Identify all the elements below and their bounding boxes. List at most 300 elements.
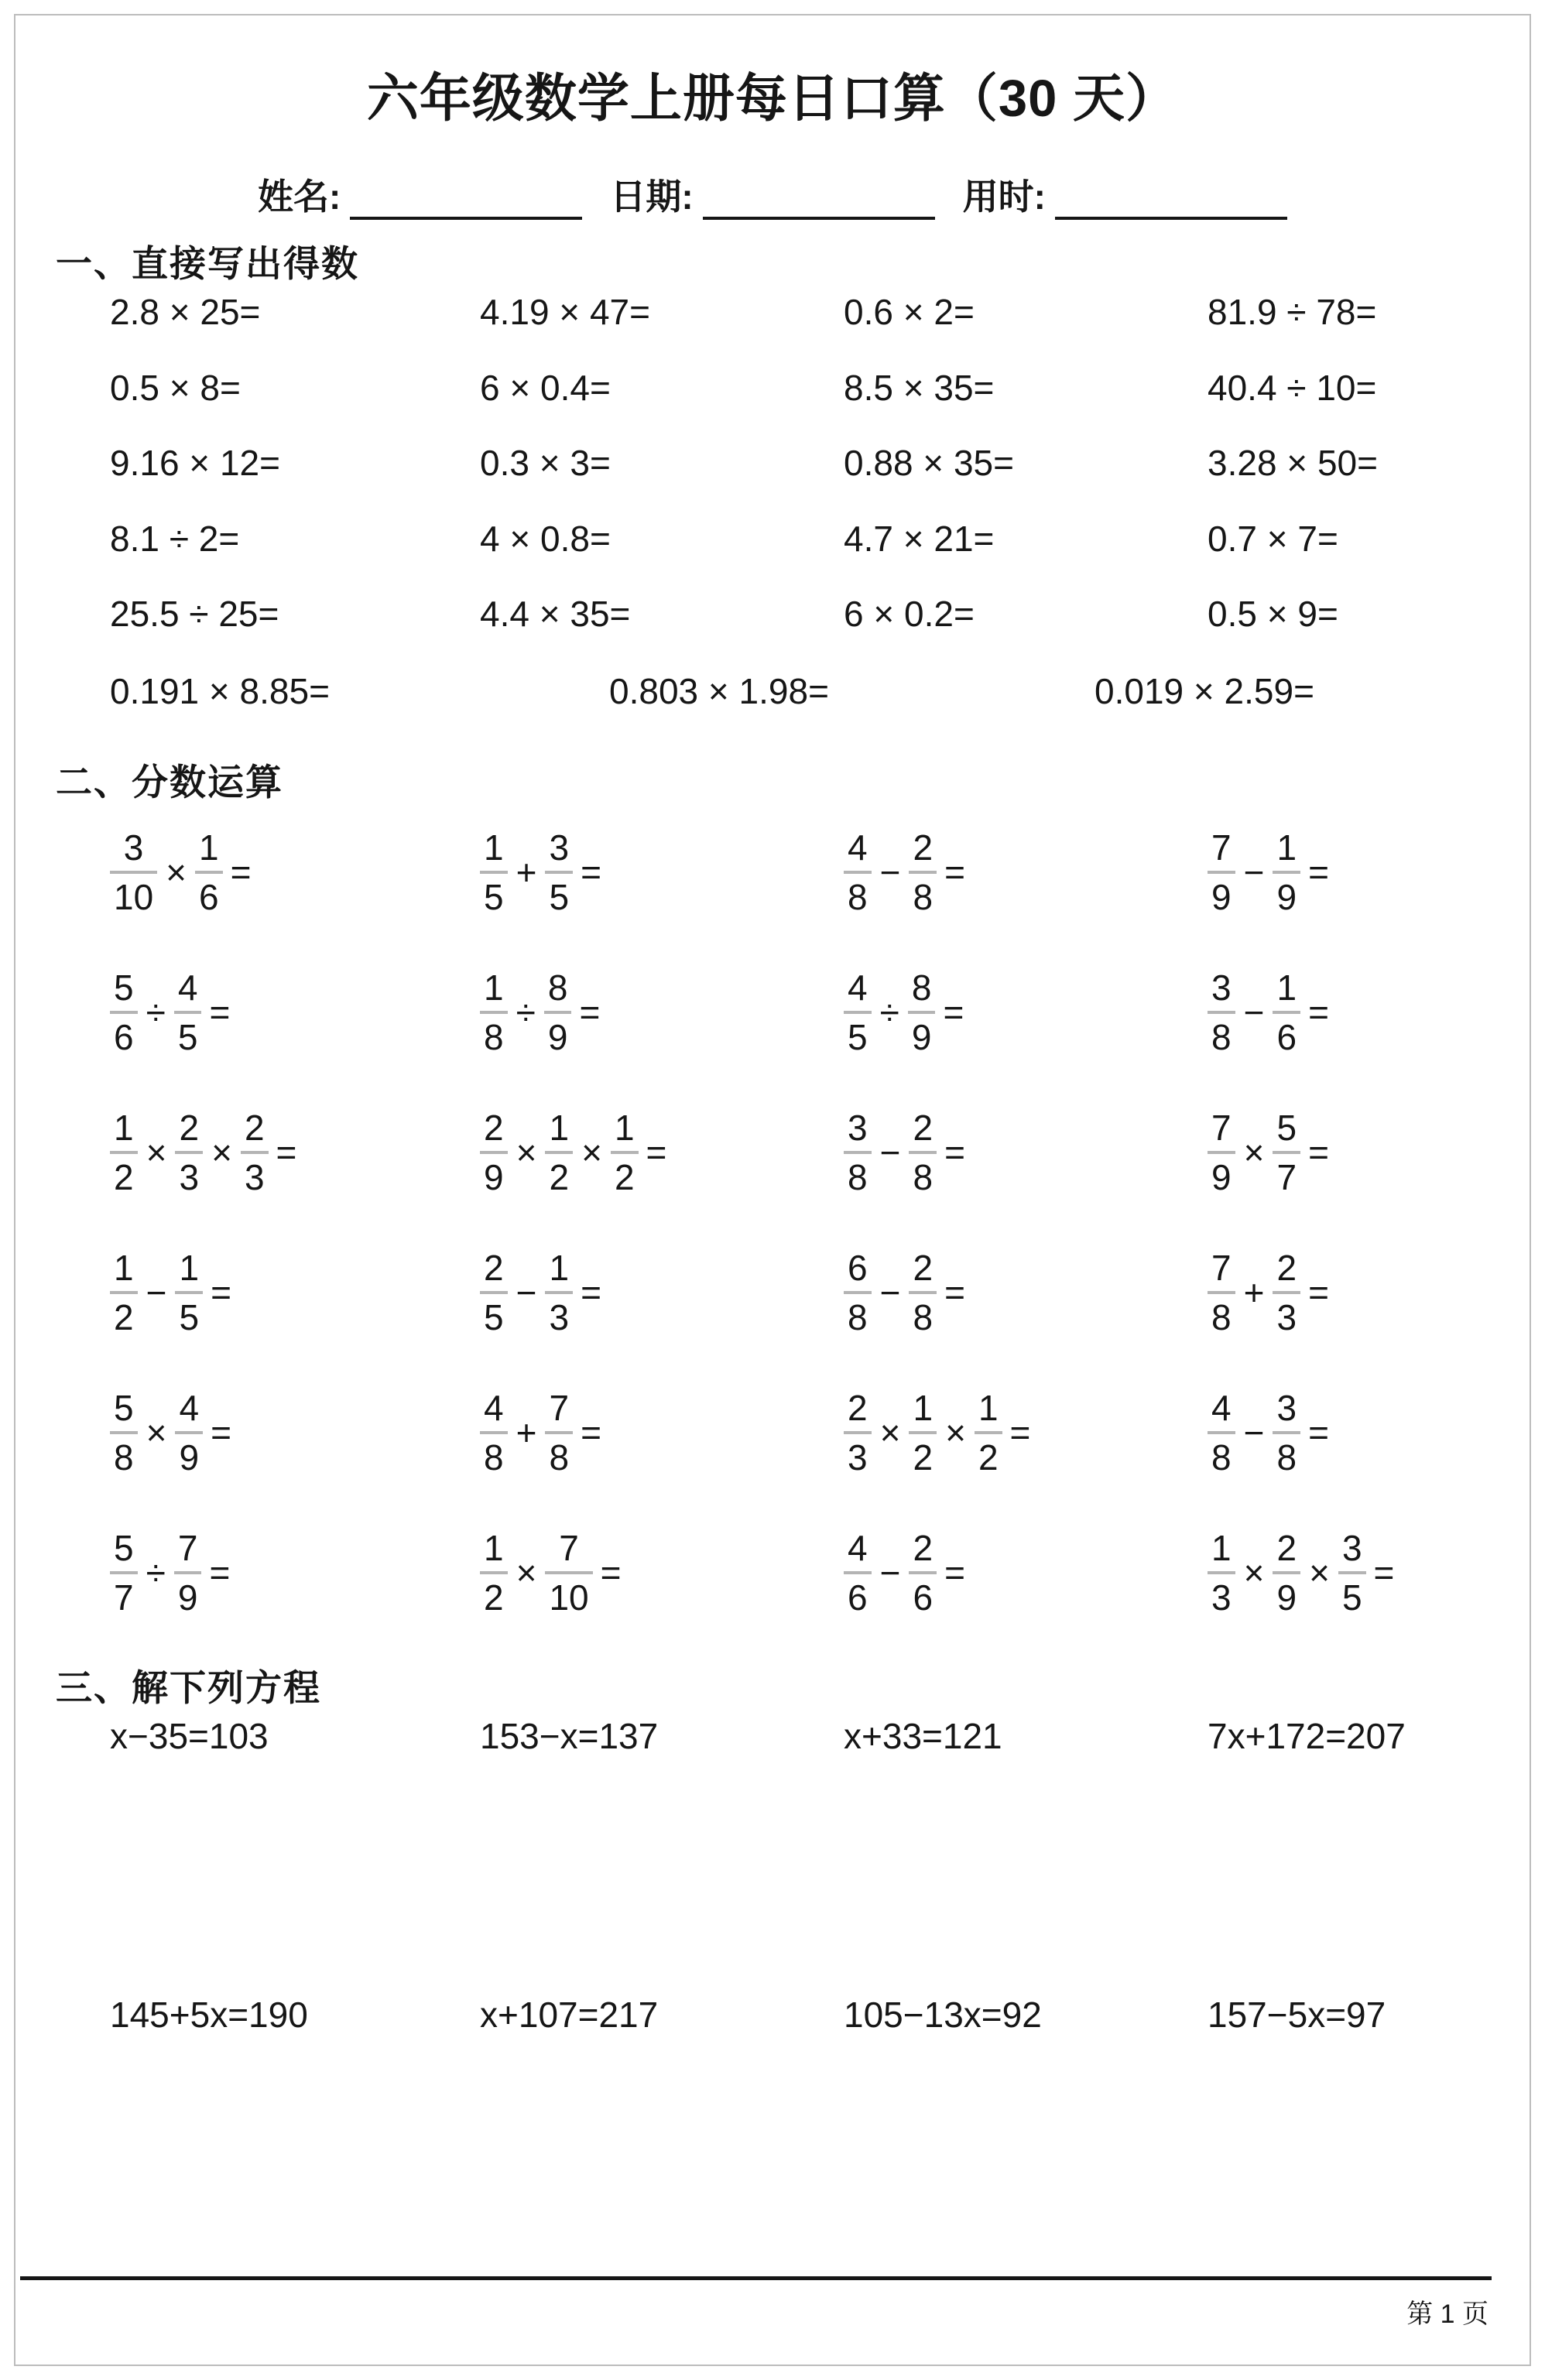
fraction-problem bbox=[844, 1502, 1208, 1642]
numerator: 7 bbox=[1211, 1247, 1232, 1288]
fraction-bar bbox=[480, 1151, 508, 1154]
fraction-bar bbox=[909, 1431, 937, 1434]
fraction bbox=[480, 1107, 508, 1197]
operator: × bbox=[1243, 1552, 1265, 1593]
header-fields bbox=[0, 169, 1545, 220]
denominator: 3 bbox=[179, 1156, 200, 1197]
fraction bbox=[844, 1527, 872, 1618]
denominator: 3 bbox=[848, 1437, 868, 1478]
denominator: 2 bbox=[614, 1156, 635, 1197]
denominator: 9 bbox=[1276, 876, 1297, 917]
numerator: 4 bbox=[179, 1387, 200, 1428]
denominator: 3 bbox=[1211, 1577, 1232, 1618]
numerator: 3 bbox=[1341, 1527, 1362, 1568]
meta-field bbox=[258, 169, 582, 220]
problem: 6 × 0.2= bbox=[844, 594, 975, 634]
fraction bbox=[1208, 1107, 1235, 1197]
denominator: 9 bbox=[177, 1577, 198, 1618]
fraction-bar bbox=[110, 871, 157, 874]
fraction-problem bbox=[480, 1502, 844, 1642]
fraction bbox=[545, 1247, 573, 1337]
numerator: 4 bbox=[848, 1527, 868, 1568]
equals-sign: = bbox=[944, 851, 965, 892]
equals-sign: = bbox=[1308, 851, 1329, 892]
meta-label: 日期: bbox=[610, 176, 694, 217]
numerator: 2 bbox=[913, 1107, 934, 1148]
fraction-problem bbox=[110, 1362, 480, 1502]
fraction-bar bbox=[545, 1291, 573, 1294]
fraction-bar bbox=[1208, 1011, 1235, 1014]
fraction bbox=[1208, 1527, 1235, 1618]
fraction bbox=[110, 967, 138, 1057]
operator: × bbox=[516, 1552, 537, 1593]
denominator: 9 bbox=[1211, 876, 1232, 917]
problem: 0.3 × 3= bbox=[480, 443, 611, 483]
numerator: 1 bbox=[978, 1387, 999, 1428]
fraction-problem bbox=[1208, 1502, 1517, 1642]
fraction bbox=[909, 1247, 937, 1337]
fraction bbox=[175, 1107, 203, 1197]
fraction-bar bbox=[909, 1291, 937, 1294]
numerator: 3 bbox=[549, 827, 570, 868]
equals-sign: = bbox=[1308, 1132, 1329, 1173]
fraction-bar bbox=[1273, 1011, 1300, 1014]
denominator: 5 bbox=[484, 1296, 504, 1337]
fraction-bar bbox=[545, 1571, 592, 1574]
fraction bbox=[844, 1107, 872, 1197]
fraction-bar bbox=[844, 871, 872, 874]
problem: 25.5 ÷ 25= bbox=[110, 594, 279, 634]
fraction-bar bbox=[174, 1571, 202, 1574]
fraction-bar bbox=[1273, 1571, 1300, 1574]
operator: − bbox=[1243, 1412, 1265, 1453]
denominator: 6 bbox=[114, 1016, 134, 1057]
denominator: 6 bbox=[913, 1577, 934, 1618]
numerator: 2 bbox=[1276, 1247, 1297, 1288]
numerator: 4 bbox=[848, 827, 868, 868]
numerator: 2 bbox=[484, 1107, 504, 1148]
fraction bbox=[611, 1107, 639, 1197]
fraction-bar bbox=[545, 1151, 573, 1154]
fraction bbox=[110, 827, 157, 917]
denominator: 8 bbox=[114, 1437, 134, 1478]
fraction bbox=[909, 827, 937, 917]
problem: 0.803 × 1.98= bbox=[609, 671, 829, 711]
fraction bbox=[545, 1387, 573, 1478]
numerator: 3 bbox=[848, 1107, 868, 1148]
fraction bbox=[544, 967, 572, 1057]
denominator: 3 bbox=[244, 1156, 265, 1197]
denominator: 10 bbox=[114, 876, 154, 917]
fraction-problem bbox=[480, 802, 844, 942]
fraction-bar bbox=[1208, 1431, 1235, 1434]
numerator: 1 bbox=[114, 1247, 134, 1288]
denominator: 6 bbox=[1276, 1016, 1297, 1057]
fraction bbox=[480, 1247, 508, 1337]
fraction-bar bbox=[174, 1011, 202, 1014]
denominator: 8 bbox=[913, 1296, 934, 1337]
denominator: 8 bbox=[1276, 1437, 1297, 1478]
numerator: 2 bbox=[484, 1247, 504, 1288]
fraction bbox=[909, 1107, 937, 1197]
numerator: 3 bbox=[1276, 1387, 1297, 1428]
fraction bbox=[908, 967, 936, 1057]
denominator: 3 bbox=[1276, 1296, 1297, 1337]
operator: × bbox=[879, 1412, 901, 1453]
equals-sign: = bbox=[1308, 1412, 1329, 1453]
fraction-bar bbox=[480, 871, 508, 874]
denominator: 8 bbox=[484, 1016, 504, 1057]
fraction bbox=[110, 1387, 138, 1478]
denominator: 8 bbox=[848, 876, 868, 917]
denominator: 5 bbox=[848, 1016, 868, 1057]
meta-label: 姓名: bbox=[258, 176, 341, 217]
section1-wide-row bbox=[110, 670, 1472, 724]
fraction bbox=[844, 827, 872, 917]
fraction-bar bbox=[1208, 1291, 1235, 1294]
fraction-bar bbox=[480, 1291, 508, 1294]
numerator: 7 bbox=[559, 1527, 579, 1568]
fraction-bar bbox=[909, 1571, 937, 1574]
fraction-problem bbox=[480, 1222, 844, 1362]
numerator: 1 bbox=[484, 1527, 504, 1568]
fraction-bar bbox=[480, 1011, 508, 1014]
numerator: 1 bbox=[549, 1247, 570, 1288]
equals-sign: = bbox=[943, 991, 964, 1032]
numerator: 1 bbox=[1276, 967, 1297, 1008]
equals-sign: = bbox=[581, 1272, 601, 1313]
fraction-problem bbox=[480, 1082, 844, 1222]
fraction bbox=[909, 1527, 937, 1618]
numerator: 6 bbox=[848, 1247, 868, 1288]
numerator: 1 bbox=[179, 1247, 200, 1288]
operator: − bbox=[1243, 851, 1265, 892]
fraction-bar bbox=[909, 871, 937, 874]
problem: 4.7 × 21= bbox=[844, 518, 995, 559]
equals-sign: = bbox=[1308, 1272, 1329, 1313]
numerator: 3 bbox=[123, 827, 144, 868]
denominator: 5 bbox=[484, 876, 504, 917]
equals-sign: = bbox=[209, 991, 231, 1032]
operator: × bbox=[1243, 1132, 1265, 1173]
operator: × bbox=[516, 1132, 537, 1173]
fraction bbox=[1273, 1527, 1300, 1618]
fraction bbox=[975, 1387, 1002, 1478]
operator: × bbox=[146, 1132, 167, 1173]
equation: x+33=121 bbox=[844, 1716, 1002, 1756]
problem: 8.5 × 35= bbox=[844, 367, 995, 408]
denominator: 9 bbox=[179, 1437, 200, 1478]
numerator: 2 bbox=[913, 1527, 934, 1568]
fraction-bar bbox=[975, 1431, 1002, 1434]
fraction bbox=[1208, 1387, 1235, 1478]
problem: 4.19 × 47= bbox=[480, 292, 650, 332]
numerator: 2 bbox=[179, 1107, 200, 1148]
numerator: 3 bbox=[1211, 967, 1232, 1008]
fraction-bar bbox=[844, 1011, 872, 1014]
fraction-problem bbox=[844, 1222, 1208, 1362]
denominator: 8 bbox=[1211, 1296, 1232, 1337]
numerator: 8 bbox=[911, 967, 932, 1008]
fraction-problem bbox=[1208, 1222, 1517, 1362]
fraction bbox=[175, 1387, 203, 1478]
fraction-bar bbox=[241, 1151, 269, 1154]
problem: 0.5 × 8= bbox=[110, 367, 241, 408]
fraction-problem bbox=[844, 802, 1208, 942]
operator: − bbox=[879, 1132, 901, 1173]
denominator: 2 bbox=[114, 1156, 134, 1197]
equals-sign: = bbox=[211, 1272, 231, 1313]
operator: ÷ bbox=[516, 991, 536, 1032]
operator: − bbox=[879, 1272, 901, 1313]
fraction-bar bbox=[110, 1291, 138, 1294]
operator: ÷ bbox=[146, 991, 166, 1032]
denominator: 8 bbox=[1211, 1016, 1232, 1057]
section3-equations-row1 bbox=[110, 1715, 1471, 1757]
fraction-bar bbox=[908, 1011, 936, 1014]
numerator: 7 bbox=[1211, 827, 1232, 868]
denominator: 10 bbox=[549, 1577, 589, 1618]
fraction-bar bbox=[1208, 1571, 1235, 1574]
equals-sign: = bbox=[581, 851, 601, 892]
fraction-bar bbox=[844, 1291, 872, 1294]
problem: 8.1 ÷ 2= bbox=[110, 518, 240, 559]
fraction-bar bbox=[110, 1571, 138, 1574]
numerator: 1 bbox=[549, 1107, 570, 1148]
numerator: 7 bbox=[1211, 1107, 1232, 1148]
numerator: 4 bbox=[1211, 1387, 1232, 1428]
fraction-bar bbox=[1208, 871, 1235, 874]
numerator: 5 bbox=[1276, 1107, 1297, 1148]
section1-heading: 一、直接写出得数 bbox=[56, 243, 359, 284]
denominator: 8 bbox=[848, 1156, 868, 1197]
fraction-problem bbox=[1208, 1082, 1517, 1222]
denominator: 2 bbox=[913, 1437, 934, 1478]
denominator: 3 bbox=[549, 1296, 570, 1337]
denominator: 9 bbox=[547, 1016, 568, 1057]
numerator: 7 bbox=[177, 1527, 198, 1568]
fraction-problem bbox=[110, 1082, 480, 1222]
footer-rule bbox=[20, 2276, 1492, 2280]
operator: ÷ bbox=[879, 991, 899, 1032]
denominator: 8 bbox=[913, 876, 934, 917]
fraction-bar bbox=[1338, 1571, 1366, 1574]
equation: 105−13x=92 bbox=[844, 1995, 1042, 2035]
fraction bbox=[1273, 1247, 1300, 1337]
denominator: 8 bbox=[484, 1437, 504, 1478]
operator: + bbox=[1243, 1272, 1265, 1313]
fraction-bar bbox=[480, 1431, 508, 1434]
fraction-bar bbox=[175, 1291, 203, 1294]
equals-sign: = bbox=[1308, 991, 1329, 1032]
page-title: 六年级数学上册每日口算（30 天） bbox=[366, 70, 1179, 128]
fraction-bar bbox=[1273, 1151, 1300, 1154]
equals-sign: = bbox=[944, 1552, 965, 1593]
section3-heading: 三、解下列方程 bbox=[56, 1667, 321, 1708]
fill-in-blank bbox=[703, 180, 935, 220]
meta-field bbox=[963, 169, 1287, 220]
fraction-bar bbox=[110, 1151, 138, 1154]
numerator: 5 bbox=[114, 1527, 134, 1568]
fraction-bar bbox=[175, 1431, 203, 1434]
operator: × bbox=[1309, 1552, 1330, 1593]
meta-label: 用时: bbox=[962, 176, 1046, 217]
numerator: 5 bbox=[114, 967, 134, 1008]
fraction bbox=[844, 967, 872, 1057]
numerator: 5 bbox=[114, 1387, 134, 1428]
numerator: 7 bbox=[549, 1387, 570, 1428]
fraction bbox=[174, 1527, 202, 1618]
problem: 2.8 × 25= bbox=[110, 292, 261, 332]
numerator: 2 bbox=[848, 1387, 868, 1428]
fraction bbox=[480, 1387, 508, 1478]
numerator: 1 bbox=[913, 1387, 934, 1428]
fraction-bar bbox=[175, 1151, 203, 1154]
fraction-problem bbox=[844, 1362, 1208, 1502]
numerator: 2 bbox=[913, 1247, 934, 1288]
denominator: 8 bbox=[549, 1437, 570, 1478]
fraction-problem bbox=[110, 1222, 480, 1362]
numerator: 1 bbox=[484, 967, 504, 1008]
problem: 9.16 × 12= bbox=[110, 443, 280, 483]
denominator: 7 bbox=[1276, 1156, 1297, 1197]
fraction bbox=[844, 1387, 872, 1478]
fraction-bar bbox=[1273, 1431, 1300, 1434]
problem: 40.4 ÷ 10= bbox=[1208, 367, 1377, 408]
denominator: 9 bbox=[1211, 1156, 1232, 1197]
fraction bbox=[480, 827, 508, 917]
denominator: 8 bbox=[913, 1156, 934, 1197]
problem: 0.7 × 7= bbox=[1208, 518, 1338, 559]
fraction bbox=[1338, 1527, 1366, 1618]
fraction bbox=[110, 1107, 138, 1197]
fraction bbox=[480, 967, 508, 1057]
equation: 7x+172=207 bbox=[1208, 1716, 1406, 1756]
fraction bbox=[1273, 1387, 1300, 1478]
denominator: 6 bbox=[848, 1577, 868, 1618]
fraction-problem bbox=[480, 1362, 844, 1502]
fraction-problem bbox=[1208, 1362, 1517, 1502]
equals-sign: = bbox=[646, 1132, 667, 1173]
numerator: 2 bbox=[1276, 1527, 1297, 1568]
fraction bbox=[175, 1247, 203, 1337]
section1-problem-grid bbox=[110, 291, 1471, 669]
equation: 153−x=137 bbox=[480, 1716, 659, 1756]
problem: 4.4 × 35= bbox=[480, 594, 631, 634]
denominator: 2 bbox=[978, 1437, 999, 1478]
fraction-problem bbox=[480, 942, 844, 1082]
fraction bbox=[909, 1387, 937, 1478]
denominator: 8 bbox=[848, 1296, 868, 1337]
fraction-bar bbox=[110, 1431, 138, 1434]
numerator: 1 bbox=[1211, 1527, 1232, 1568]
problem: 0.5 × 9= bbox=[1208, 594, 1338, 634]
fraction-problem bbox=[110, 942, 480, 1082]
fraction-bar bbox=[195, 871, 223, 874]
denominator: 9 bbox=[484, 1156, 504, 1197]
denominator: 2 bbox=[549, 1156, 570, 1197]
denominator: 6 bbox=[199, 876, 219, 917]
problem: 6 × 0.4= bbox=[480, 367, 611, 408]
fraction bbox=[195, 827, 223, 917]
numerator: 4 bbox=[484, 1387, 504, 1428]
fraction-problem bbox=[844, 942, 1208, 1082]
equation: 157−5x=97 bbox=[1208, 1995, 1386, 2035]
numerator: 1 bbox=[484, 827, 504, 868]
fraction-bar bbox=[544, 1011, 572, 1014]
fill-in-blank bbox=[1055, 180, 1287, 220]
numerator: 1 bbox=[1276, 827, 1297, 868]
equals-sign: = bbox=[944, 1132, 965, 1173]
meta-field bbox=[610, 169, 934, 220]
denominator: 5 bbox=[179, 1296, 200, 1337]
problem: 0.6 × 2= bbox=[844, 292, 975, 332]
denominator: 5 bbox=[1341, 1577, 1362, 1618]
problem: 0.019 × 2.59= bbox=[1095, 671, 1314, 711]
fraction bbox=[1208, 827, 1235, 917]
fraction-problem bbox=[1208, 802, 1517, 942]
fraction-bar bbox=[480, 1571, 508, 1574]
equation: x+107=217 bbox=[480, 1995, 659, 2035]
problem: 0.191 × 8.85= bbox=[110, 671, 330, 711]
operator: + bbox=[516, 1412, 537, 1453]
numerator: 2 bbox=[913, 827, 934, 868]
equals-sign: = bbox=[230, 851, 252, 892]
problem: 4 × 0.8= bbox=[480, 518, 611, 559]
fraction bbox=[241, 1107, 269, 1197]
numerator: 8 bbox=[547, 967, 568, 1008]
fraction-bar bbox=[844, 1431, 872, 1434]
fraction-bar bbox=[110, 1011, 138, 1014]
numerator: 1 bbox=[114, 1107, 134, 1148]
fraction-problem bbox=[110, 802, 480, 942]
fraction-bar bbox=[844, 1571, 872, 1574]
operator: × bbox=[211, 1132, 232, 1173]
operator: − bbox=[879, 851, 901, 892]
operator: − bbox=[1243, 991, 1265, 1032]
page-number: 第 1 页 bbox=[1406, 2300, 1488, 2329]
equals-sign: = bbox=[276, 1132, 297, 1173]
denominator: 2 bbox=[484, 1577, 504, 1618]
fraction bbox=[110, 1527, 138, 1618]
numerator: 4 bbox=[177, 967, 198, 1008]
numerator: 1 bbox=[199, 827, 219, 868]
fraction-bar bbox=[545, 1431, 573, 1434]
fraction-bar bbox=[1208, 1151, 1235, 1154]
denominator: 2 bbox=[114, 1296, 134, 1337]
fraction-bar bbox=[545, 871, 573, 874]
operator: ÷ bbox=[146, 1552, 166, 1593]
section3-equations-row2 bbox=[110, 1994, 1471, 2036]
fraction-problem bbox=[1208, 942, 1517, 1082]
operator: × bbox=[581, 1132, 602, 1173]
fraction bbox=[480, 1527, 508, 1618]
equals-sign: = bbox=[211, 1412, 231, 1453]
equals-sign: = bbox=[1009, 1412, 1031, 1453]
fraction bbox=[174, 967, 202, 1057]
fraction bbox=[844, 1247, 872, 1337]
equals-sign: = bbox=[600, 1552, 622, 1593]
equals-sign: = bbox=[579, 991, 601, 1032]
equals-sign: = bbox=[1373, 1552, 1395, 1593]
fraction bbox=[545, 827, 573, 917]
fraction bbox=[545, 1107, 573, 1197]
fraction bbox=[110, 1247, 138, 1337]
equals-sign: = bbox=[209, 1552, 231, 1593]
operator: × bbox=[945, 1412, 966, 1453]
section2-fraction-grid bbox=[110, 802, 1517, 1642]
fraction bbox=[1273, 967, 1300, 1057]
